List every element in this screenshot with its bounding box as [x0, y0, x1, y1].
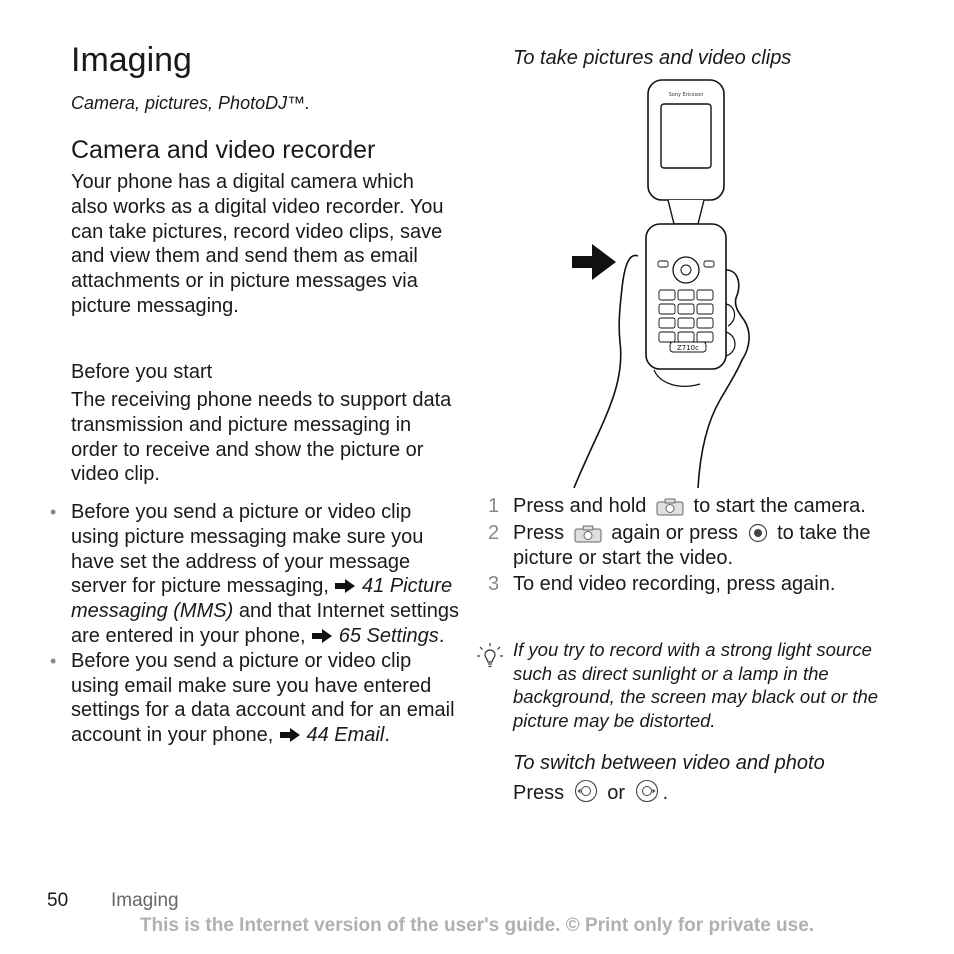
bullet-end: . — [384, 724, 390, 747]
instruction-steps — [488, 494, 888, 599]
requirements-list — [50, 500, 460, 748]
step-number: 1 — [488, 495, 500, 517]
take-pictures-heading: To take pictures and video clips — [513, 47, 792, 69]
bullet-text: and that Internet settings are entered in your phone, — [71, 600, 459, 647]
before-start-heading: Before you start — [71, 361, 213, 383]
copyright-footer: This is the Internet version of the user's guide. © Print only for private use. — [139, 915, 815, 936]
step-item — [488, 494, 888, 519]
step-number: 3 — [488, 573, 500, 596]
tip-note — [477, 638, 897, 732]
bullet-text: Before you send a picture or video clip using picture messaging make sure you have set the address of your message server for picture messaging, — [71, 501, 424, 598]
arrow-right-icon — [279, 727, 301, 743]
center-select-key-icon — [748, 523, 768, 543]
lightbulb-icon — [477, 642, 503, 670]
bullet-icon: • — [50, 502, 57, 522]
section-title: Camera and video recorder — [71, 136, 376, 164]
step-text: to take the picture or start the video. — [513, 521, 871, 569]
cross-reference-link[interactable]: 41 Picture messaging (MMS) — [71, 575, 453, 623]
switch-mode-heading: To switch between video and photo — [513, 752, 825, 774]
camera-key-icon — [574, 525, 602, 543]
step-text: again or press — [611, 521, 738, 544]
switch-text: or — [607, 782, 626, 804]
phone-model-label: Z710c — [676, 344, 700, 352]
pointer-arrow-icon — [572, 244, 616, 280]
bullet-end: . — [438, 624, 445, 647]
step-text: Press and hold — [513, 495, 647, 517]
page-title: Imaging — [71, 41, 192, 79]
step-text: to start the camera. — [693, 495, 866, 517]
tip-text: If you try to record with a strong light source such as direct sunlight or a lamp in the background, the screen may black out or the picture may be distorted. — [513, 639, 879, 731]
step-text: Press — [513, 521, 565, 544]
step-text: To end video recording, press again. — [513, 573, 836, 596]
cross-reference-link[interactable]: 44 Email — [306, 724, 385, 747]
navigation-right-key-icon — [635, 779, 659, 803]
phone-in-hand-illustration — [560, 74, 800, 494]
step-item — [488, 521, 888, 571]
switch-mode-instruction — [513, 779, 668, 805]
bullet-icon: • — [50, 650, 57, 671]
switch-text: Press — [513, 782, 565, 804]
page-subtitle: Camera, pictures, PhotoDJ™. — [71, 93, 311, 113]
step-item — [488, 572, 888, 597]
intro-paragraph: Your phone has a digital camera which also works as a digital video recorder. You can take pictures, record video clips, save and view them and send them as email attachments or in picture messages via picture messaging. — [71, 171, 444, 317]
phone-brand-label: Sony Ericsson — [668, 92, 704, 98]
bullet-text: Before you send a picture or video clip using email make sure you have entered settings for a data account and for an email account in your phone, — [71, 649, 455, 747]
arrow-right-icon — [311, 628, 333, 644]
arrow-right-icon — [334, 578, 356, 594]
cross-reference-link[interactable]: 65 Settings — [338, 624, 439, 647]
running-footer-section: Imaging — [111, 890, 179, 911]
list-item — [50, 500, 460, 649]
switch-text: . — [662, 782, 669, 804]
navigation-left-key-icon — [574, 779, 598, 803]
camera-key-icon — [656, 498, 684, 516]
before-start-paragraph: The receiving phone needs to support data transmission and picture messaging in order to receive and show the picture or video clip. — [71, 389, 452, 486]
list-item — [50, 649, 460, 748]
step-number: 2 — [488, 521, 500, 544]
page-number: 50 — [47, 890, 69, 911]
